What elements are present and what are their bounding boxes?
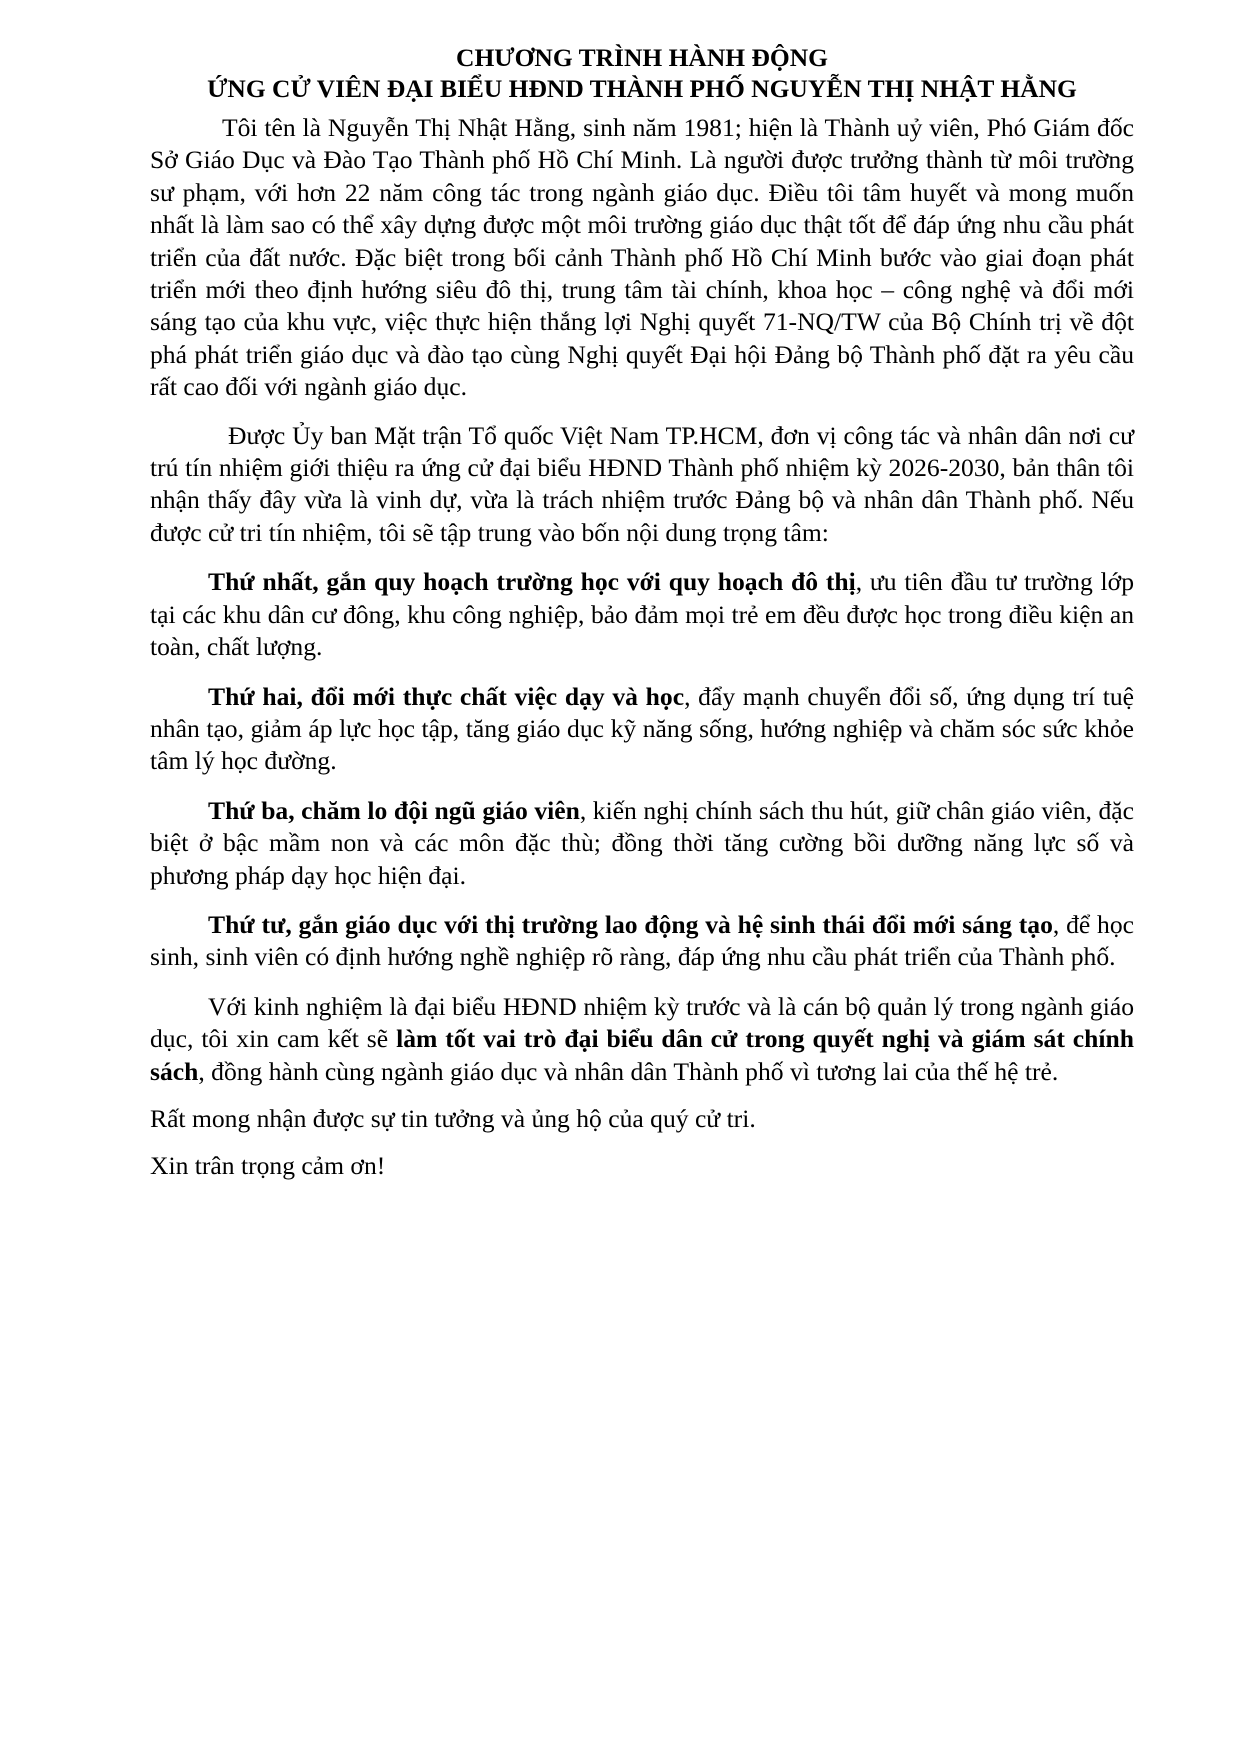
intro-paragraph-1: Tôi tên là Nguyễn Thị Nhật Hằng, sinh năm 1981; hiện là Thành uỷ viên, Phó Giám đốc Sở Giáo Dục và Đào Tạo Thành phố Hồ Chí Minh. Là người được trưởng thành từ môi trường sư phạm, với hơn 22 năm công tác trong ngành giáo dục. Điều tôi tâm huyết và mong muốn nhất là làm sao có thể xây dựng được một môi trường giáo dục thật tốt để đáp ứng nhu cầu phát triển của đất nước. Đặc biệt trong bối cảnh Thành phố Hồ Chí Minh bước vào giai đoạn phát triển mới theo định hướng siêu đô thị, trung tâm tài chính, khoa học – công nghệ và đổi mới sáng tạo của khu vực, việc thực hiện thắng lợi Nghị quyết 71-NQ/TW của Bộ Chính trị về đột phá phát triển giáo dục và đào tạo cùng Nghị quyết Đại hội Đảng bộ Thành phố đặt ra yêu cầu rất cao đối với ngành giáo dục.	[150, 113, 1134, 402]
point-1-text: , ưu tiên đầu tư trường lớp tại các khu dân cư đông, khu công nghiệp, bảo đảm mọi trẻ em đều được học trong điều kiện an toàn, chất lượng.	[150, 567, 1134, 662]
commitment-text-start: Với kinh nghiệm là đại biểu HĐND nhiệm kỳ trước và là cán bộ quản lý trong ngành giáo dục, tôi xin cam kết sẽ	[150, 991, 1134, 1054]
point-2-heading: Thứ hai, đổi mới thực chất việc dạy và học	[208, 681, 685, 711]
closing-line-1: Rất mong nhận được sự tin tưởng và ủng hộ của quý cử tri.	[150, 1103, 756, 1133]
point-4-paragraph	[150, 909, 1134, 974]
commitment-paragraph	[150, 991, 1134, 1088]
document-page	[150, 42, 1134, 1183]
document-title-line-1: CHƯƠNG TRÌNH HÀNH ĐỘNG	[456, 43, 828, 72]
point-4-text: , để học sinh, sinh viên có định hướng nghề nghiệp rõ ràng, đáp ứng nhu cầu phát triển của Thành phố.	[150, 909, 1134, 972]
commitment-emphasis: làm tốt vai trò đại biểu dân cử trong quyết nghị và giám sát chính sách	[150, 1024, 1134, 1086]
point-2-paragraph	[150, 681, 1134, 778]
point-3-text: , kiến nghị chính sách thu hút, giữ chân giáo viên, đặc biệt ở bậc mầm non và các môn đặc thù; đồng thời tăng cường bồi dưỡng năng lực số và phương pháp dạy học hiện đại.	[150, 795, 1134, 890]
intro-paragraph-2: Được Ủy ban Mặt trận Tổ quốc Việt Nam TP.HCM, đơn vị công tác và nhân dân nơi cư trú tín nhiệm giới thiệu ra ứng cử đại biểu HĐND Thành phố nhiệm kỳ 2026-2030, bản thân tôi nhận thấy đây vừa là vinh dự, vừa là trách nhiệm trước Đảng bộ và nhân dân Thành phố. Nếu được cử tri tín nhiệm, tôi sẽ tập trung vào bốn nội dung trọng tâm:	[150, 420, 1134, 547]
point-1-heading: Thứ nhất, gắn quy hoạch trường học với quy hoạch đô thị	[208, 567, 856, 597]
point-2-text: , đẩy mạnh chuyển đổi số, ứng dụng trí tuệ nhân tạo, giảm áp lực học tập, tăng giáo dục kỹ năng sống, hướng nghiệp và chăm sóc sức khỏe tâm lý học đường.	[150, 681, 1134, 776]
point-4-heading: Thứ tư, gắn giáo dục với thị trường lao động và hệ sinh thái đổi mới sáng tạo	[208, 909, 1053, 939]
commitment-text-end: , đồng hành cùng ngành giáo dục và nhân dân Thành phố vì tương lai của thế hệ trẻ.	[198, 1056, 1059, 1086]
point-3-heading: Thứ ba, chăm lo đội ngũ giáo viên	[208, 795, 580, 825]
point-3-paragraph	[150, 795, 1134, 892]
document-title-line-2: ỨNG CỬ VIÊN ĐẠI BIỂU HĐND THÀNH PHỐ NGUYỄN THỊ NHẬT HẰNG	[207, 74, 1077, 103]
point-1-paragraph	[150, 566, 1134, 663]
closing-line-2: Xin trân trọng cảm ơn!	[150, 1151, 386, 1181]
